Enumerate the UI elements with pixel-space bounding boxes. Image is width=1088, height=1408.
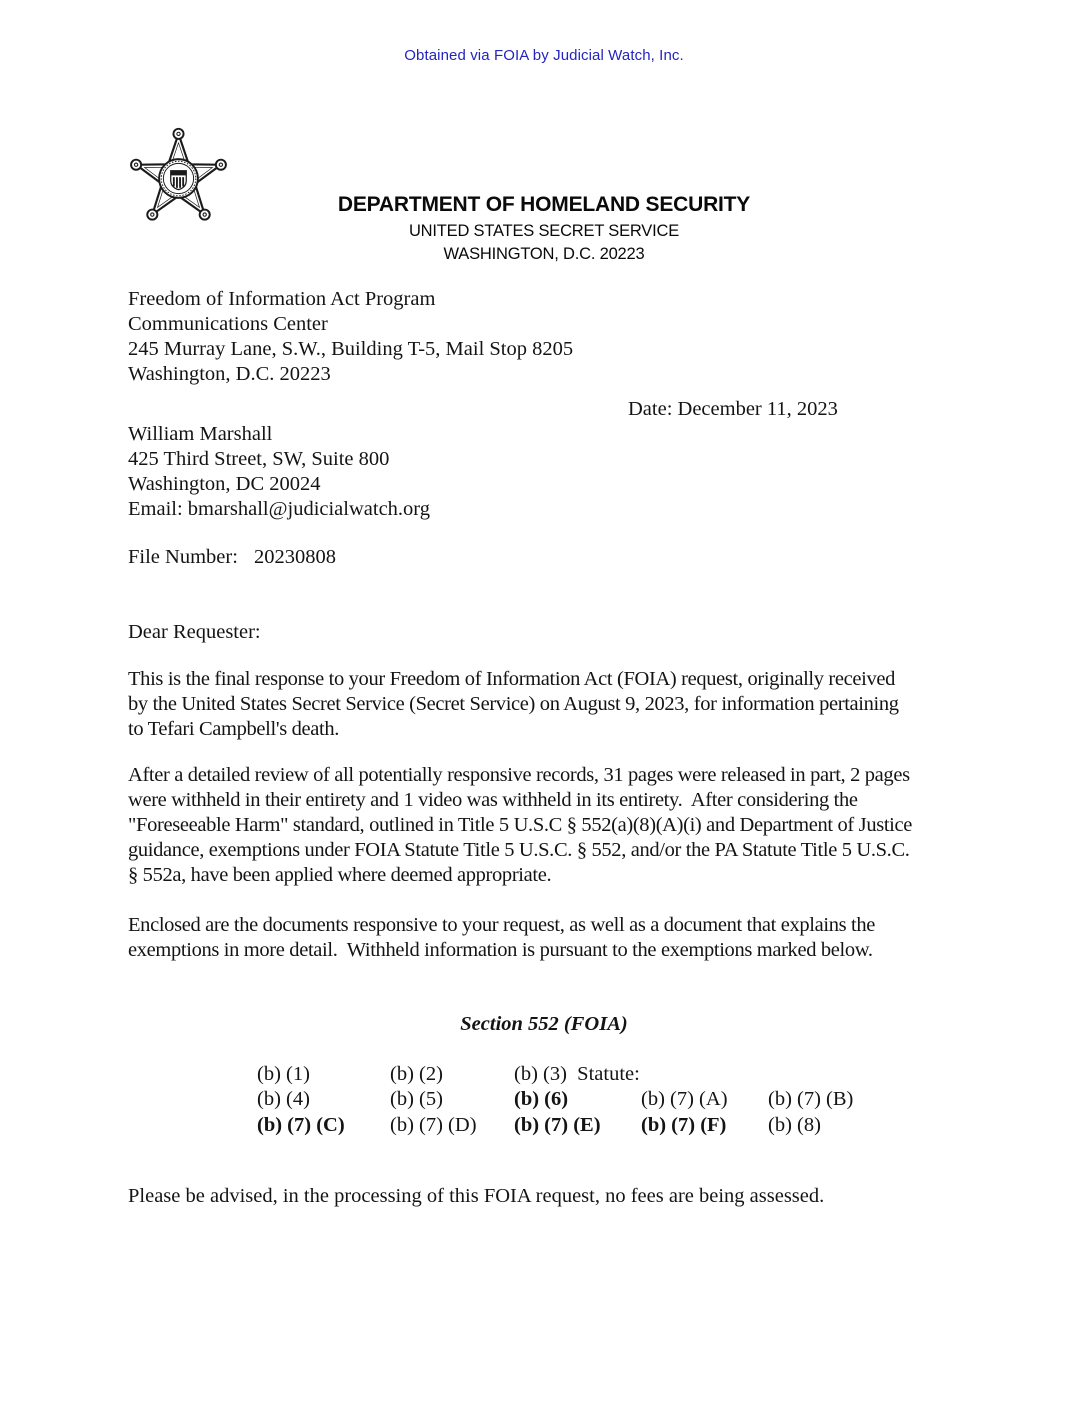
exemption-cell: (b) (7) (B): [768, 1088, 854, 1111]
exemption-cell: [768, 1062, 898, 1087]
sender-address-line: Communications Center: [128, 313, 328, 335]
exemption-cell: (b) (8): [768, 1113, 821, 1136]
foia-watermark: Obtained via FOIA by Judicial Watch, Inc.: [404, 47, 684, 64]
recipient-address-line: Washington, DC 20024: [128, 473, 321, 495]
agency-city-line: WASHINGTON, D.C. 20223: [443, 245, 645, 263]
recipient-address-line: 425 Third Street, SW, Suite 800: [128, 448, 390, 470]
sender-address: [128, 287, 573, 387]
exemption-cell: (b) (5): [390, 1088, 443, 1111]
file-number-value: 20230808: [254, 546, 336, 568]
agency-name: DEPARTMENT OF HOMELAND SECURITY: [337, 193, 751, 216]
paragraph-line: were withheld in their entirety and 1 video was withheld in its entirety. After considering the: [128, 789, 858, 811]
paragraph-line: This is the final response to your Freedom of Information Act (FOIA) request, originally received: [128, 668, 896, 690]
paragraph-line: guidance, exemptions under FOIA Statute Title 5 U.S.C. § 552, and/or the PA Statute Title 5 U.S.C.: [128, 839, 910, 861]
letterhead: [0, 193, 1088, 264]
agency-service-name: UNITED STATES SECRET SERVICE: [408, 221, 680, 240]
recipient-name: William Marshall: [128, 423, 273, 445]
paragraph-line: "Foreseeable Harm" standard, outlined in Title 5 U.S.C § 552(a)(8)(A)(i) and Department of Justice: [128, 814, 913, 836]
closing-line: Please be advised, in the processing of this FOIA request, no fees are being assessed.: [128, 1185, 825, 1207]
exemption-cell: (b) (3) Statute:: [514, 1063, 640, 1085]
paragraph-line: Enclosed are the documents responsive to your request, as well as a document that explains the: [128, 914, 876, 936]
sender-address-line: Washington, D.C. 20223: [128, 363, 331, 385]
recipient-email-line: Email: bmarshall@judicialwatch.org: [128, 498, 431, 520]
exemption-cell: (b) (7) (E): [514, 1113, 601, 1136]
file-number-label: File Number:: [128, 546, 238, 568]
sender-address-line: 245 Murray Lane, S.W., Building T-5, Mail Stop 8205: [128, 338, 574, 360]
recipient-address: [128, 422, 430, 522]
section-552-heading: Section 552 (FOIA): [460, 1013, 628, 1035]
exemption-cell: (b) (7) (F): [641, 1113, 727, 1136]
sender-address-line: Freedom of Information Act Program: [128, 288, 436, 310]
paragraph-line: to Tefari Campbell's death.: [128, 718, 340, 740]
exemption-grid: [257, 1062, 898, 1138]
exemption-cell: (b) (1): [257, 1063, 310, 1085]
exemption-cell: (b) (2): [390, 1063, 443, 1085]
paragraph-line: § 552a, have been applied where deemed appropriate.: [128, 864, 552, 886]
exemption-cell: [641, 1062, 768, 1087]
exemption-cell: (b) (4): [257, 1088, 310, 1111]
body-paragraph-1: [128, 667, 899, 742]
date-line: Date: December 11, 2023: [628, 398, 838, 420]
paragraph-line: After a detailed review of all potentially responsive records, 31 pages were released in part, 2 pages: [128, 764, 910, 786]
exemption-cell: (b) (7) (D): [390, 1113, 477, 1136]
file-number-row: [128, 545, 336, 570]
exemption-cell: (b) (6): [514, 1088, 569, 1111]
exemption-cell: (b) (7) (C): [257, 1113, 345, 1136]
body-paragraph-2: [128, 763, 912, 888]
exemption-cell: (b) (7) (A): [641, 1088, 728, 1111]
salutation: Dear Requester:: [128, 621, 261, 643]
paragraph-line: by the United States Secret Service (Secret Service) on August 9, 2023, for information pertaining: [128, 693, 899, 715]
paragraph-line: exemptions in more detail. Withheld information is pursuant to the exemptions marked below.: [128, 939, 873, 961]
body-paragraph-3: [128, 913, 875, 963]
